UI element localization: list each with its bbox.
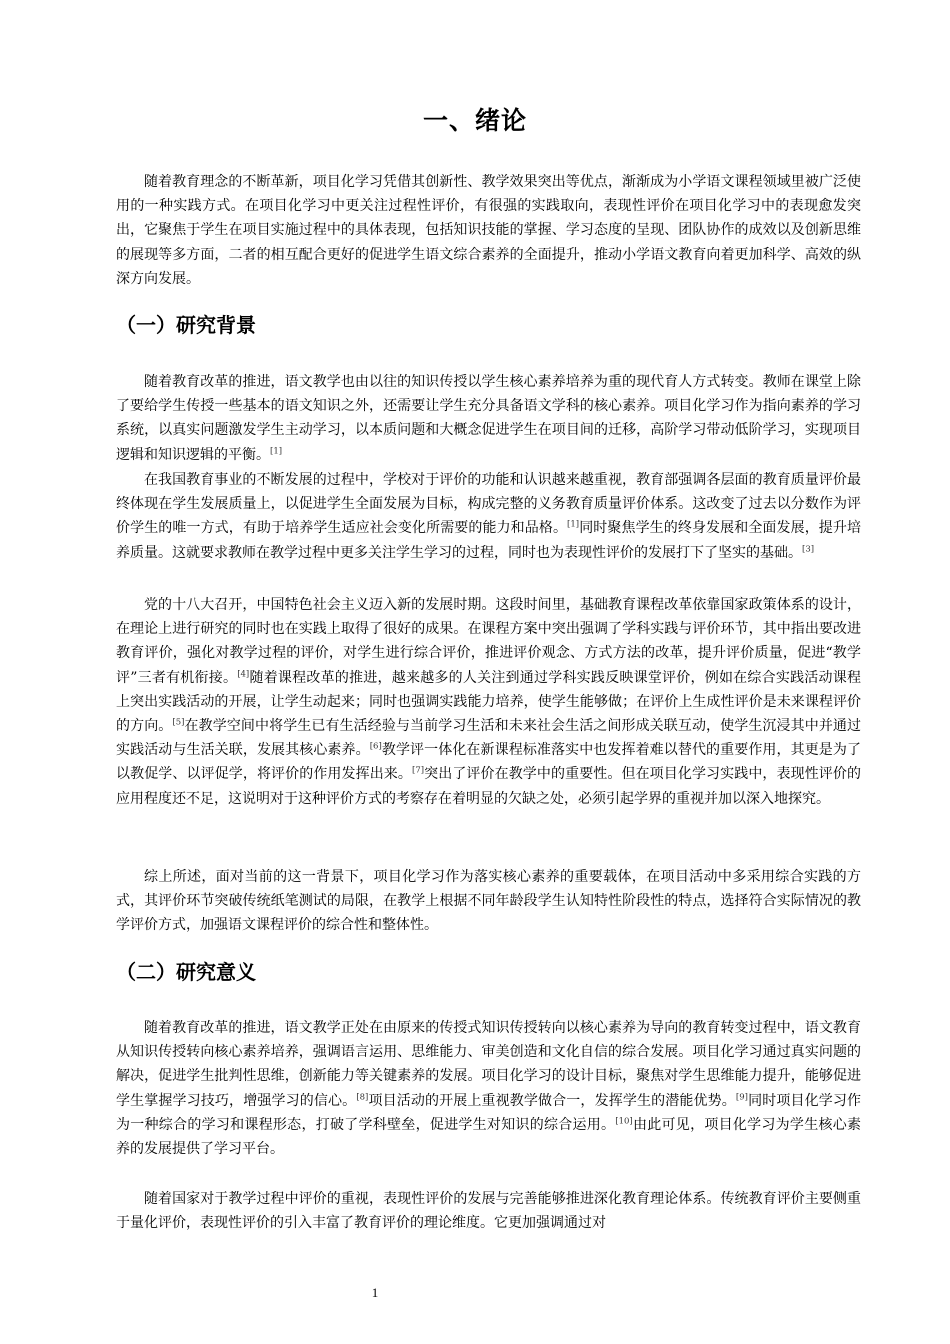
citation-marker: [4] (237, 668, 250, 679)
background-paragraph-2 (116, 468, 861, 565)
paragraph-text: 党的十八大召开，中国特色社会主义迈入新的发展时期。这段时间里，基础教育课程改革依靠国家政策体系的设计，在理论上进行研究的同时也在实践上取得了很好的成果。在课程方案中突出强调了学科实践与评价环节，其中指出要改进教育评价，强化对教学过程的评价，对学生进行综合评价，推进评价观念、方式方法的改革，提升评价质量，促进“教学评”三者有机衔接。 (116, 597, 861, 686)
paragraph-text: 同时聚焦学生的终身发展和全面发展，提升培养质量。这就要求教师在教学过程中更多关注学生学习的过程，同时也为表现性评价的发展打下了坚实的基础。 (116, 520, 861, 561)
paragraph-text: 项目活动的开展上重视教学做合一，发挥学生的潜能优势。 (368, 1092, 736, 1109)
paragraph-text: 在教学空间中将学生已有生活经验与当前学习生活和未来社会生活之间形成关联互动，使学生沉浸其中并通过实践活动与生活关联，发展其核心素养。 (116, 718, 862, 759)
paragraph-text: 同时项目化学习作为一种综合的学习和课程形态，打破了学科壁垒，促进学生对知识的综合运用。 (116, 1092, 862, 1133)
paragraph-text: 突出了评价在教学中的重要性。但在项目化学习实践中，表现性评价的应用程度还不足，这说明对于这种评价方式的考察存在着明显的欠缺之处，必须引起学界的重视并加以深入地探究。 (116, 766, 861, 807)
citation-marker: [1] (270, 445, 283, 456)
paragraph-text: 随着课程改革的推进，越来越多的人关注到通过学科实践反映课堂评价，例如在综合实践活动课程上突出实践活动的开展，让学生动起来；同时也强调实践能力培养，使学生能够做；在评价上生成性评价是未来课程评价的方向。 (116, 669, 861, 735)
paragraph-text: 在我国教育事业的不断发展的过程中，学校对于评价的功能和认识越来越重视，教育部强调各层面的教育质量评价最终体现在学生发展质量上，以促进学生全面发展为目标，构成完整的义务教育质量评价体系。这改变了过去以分数作为评价学生的唯一方式，有助于培养学生适应社会变化所需要的能力和品格。 (116, 472, 861, 537)
paragraph-text: 由此可见，项目化学习为学生核心素养的发展提供了学习平台。 (116, 1116, 861, 1158)
intro-text: 随着教育理念的不断革新，项目化学习凭借其创新性、教学效果突出等优点，渐渐成为小学语文课程领域里被广泛使用的一种实践方式。在项目化学习中更关注过程性评价，有很强的实践取向，表现性评价在项目化学习中的表现愈发突出，它聚焦于学生在项目实施过程中的具体表现，包括知识技能的掌握、学习态度的呈现、团队协作的成效以及创新思维的展现等多方面，二者的相互配合更好的促进学生语文综合素养的全面提升，推动小学语文教育向着更加科学、高效的纵深方向发展。 (116, 174, 861, 287)
intro-paragraph (116, 170, 861, 291)
background-paragraph-4 (116, 865, 861, 938)
significance-paragraph-1 (116, 1016, 861, 1161)
citation-marker: [10] (615, 1116, 633, 1127)
citation-marker: [5] (172, 717, 185, 728)
paragraph-text: 随着教育改革的推进，语文教学也由以往的知识传授以学生核心素养培养为重的现代育人方式转变。教师在课堂上除了要给学生传授一些基本的语文知识之外，还需要让学生充分具备语文学科的核心素养。项目化学习作为指向素养的学习系统，以真实问题激发学生主动学习，以本质问题和大概念促进学生在项目间的迁移，高阶学习带动低阶学习，实现项目逻辑和知识逻辑的平衡。 (116, 374, 861, 463)
paragraph-text: 综上所述，面对当前的这一背景下，项目化学习作为落实核心素养的重要载体，在项目活动中多采用综合实践的方式，其评价环节突破传统纸笔测试的局限，在教学上根据不同年龄段学生认知特性阶段性的特点，选择符合实际情况的教学评价方式，加强语文课程评价的综合性和整体性。 (116, 869, 861, 934)
citation-marker: [3] (802, 543, 815, 554)
background-paragraph-1 (116, 370, 861, 467)
chapter-title: 一、绪论 (422, 106, 527, 135)
paragraph-text: 随着教育改革的推进，语文教学正处在由原来的传授式知识传授转向以核心素养为导向的教育转变过程中，语文教育从知识传授转向核心素养培养，强调语言运用、思维能力、审美创造和文化自信的综合发展。项目化学习通过真实问题的解决，促进学生批判性思维，创新能力等关键素养的发展。项目化学习的设计目标，聚焦对学生思维能力提升，能够促进学生掌握学习技巧，增强学习的信心。 (116, 1020, 861, 1109)
significance-paragraph-2 (116, 1187, 861, 1235)
citation-marker: [7] (412, 765, 425, 776)
page-number: 1 (371, 1285, 379, 1300)
section-heading-background: （一）研究背景 (116, 313, 256, 337)
citation-marker: [6] (369, 741, 382, 752)
paragraph-text: 教学评一体化在新课程标准落实中也发挥着难以替代的重要作用，其更是为了以教促学、以评促学，将评价的作用发挥出来。 (116, 742, 862, 783)
citation-marker: [1] (567, 519, 580, 530)
paragraph-text: 随着国家对于教学过程中评价的重视，表现性评价的发展与完善能够推进深化教育理论体系。传统教育评价主要侧重于量化评价，表现性评价的引入丰富了教育评价的理论维度。它更加强调通过对 (116, 1191, 861, 1232)
citation-marker: [9] (735, 1091, 748, 1102)
section-heading-significance: （二）研究意义 (116, 960, 256, 984)
background-paragraph-3 (116, 593, 861, 811)
citation-marker: [8] (356, 1091, 369, 1102)
